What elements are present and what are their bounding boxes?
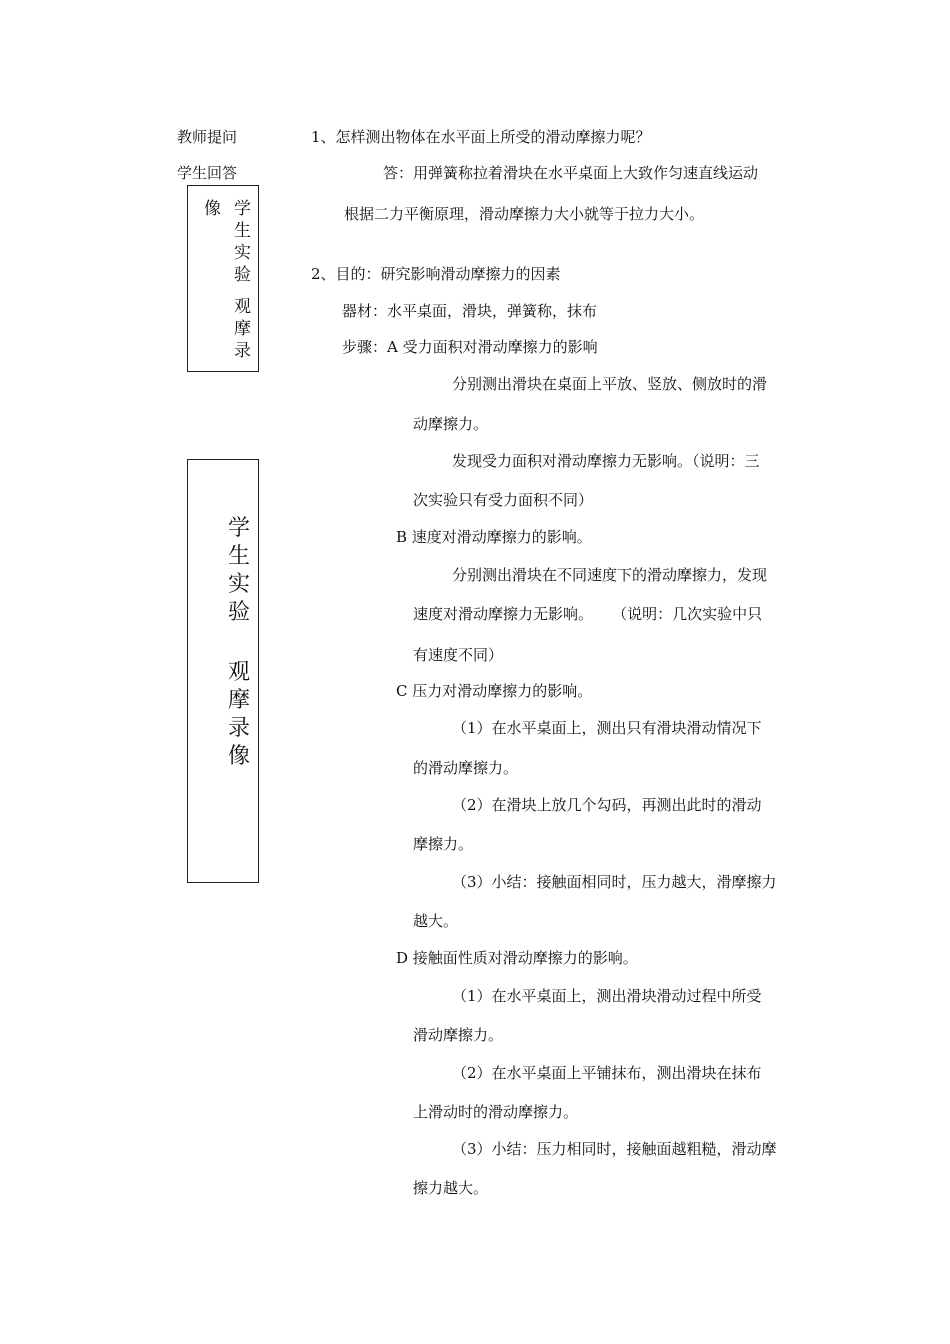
step-c-title: C 压力对滑动摩擦力的影响。: [396, 682, 593, 700]
box2-char: 生: [228, 544, 251, 569]
box1-char: 生: [234, 221, 251, 241]
side-box-1: [187, 185, 259, 372]
box1-char: 实: [234, 243, 251, 263]
label-teacher-ask: 教师提问: [177, 128, 238, 146]
box1-char: 验: [234, 265, 251, 285]
step-d-text: 擦力越大。: [413, 1179, 489, 1197]
answer-1-line-1: 答：用弹簧称拉着滑块在水平桌面上大致作匀速直线运动: [383, 164, 759, 182]
box2-char: 实: [228, 572, 251, 597]
step-a-text: 分别测出滑块在桌面上平放、竖放、侧放时的滑: [452, 375, 768, 393]
box2-char: 录: [228, 716, 251, 741]
step-a-text: 发现受力面积对滑动摩擦力无影响。（说明：三: [452, 452, 760, 470]
step-c-text: 摩擦力。: [413, 835, 474, 853]
step-c-text: （2）在滑块上放几个勾码，再测出此时的滑动: [452, 796, 762, 814]
box1-char-left: 像: [204, 199, 221, 219]
box2-char: 像: [228, 744, 251, 769]
box1-char: 学: [234, 199, 251, 219]
step-d-text: （1）在水平桌面上，测出滑块滑动过程中所受: [452, 987, 762, 1005]
step-c-text: 越大。: [413, 912, 459, 930]
box1-char: 录: [234, 341, 251, 361]
side-box-2: [187, 459, 259, 883]
step-d-text: （2）在水平桌面上平铺抹布，测出滑块在抹布: [452, 1064, 762, 1082]
question-2: 2、目的：研究影响滑动摩擦力的因素: [311, 265, 561, 283]
equipment-line: 器材：水平桌面，滑块，弹簧称，抹布: [342, 302, 598, 320]
step-b-text: 有速度不同）: [413, 646, 504, 664]
step-c-text: （1）在水平桌面上，测出只有滑块滑动情况下: [452, 719, 762, 737]
step-b-text: 分别测出滑块在不同速度下的滑动摩擦力，发现: [452, 566, 768, 584]
answer-1-line-2: 根据二力平衡原理，滑动摩擦力大小就等于拉力大小。: [344, 205, 705, 223]
step-d-text: 滑动摩擦力。: [413, 1026, 504, 1044]
box2-char: 学: [228, 516, 251, 541]
step-a-text: 动摩擦力。: [413, 415, 489, 433]
step-c-text: （3）小结：接触面相同时，压力越大，滑摩擦力: [452, 873, 777, 891]
box2-char: 摩: [228, 688, 251, 713]
step-d-title: D 接触面性质对滑动摩擦力的影响。: [396, 949, 638, 967]
step-c-text: 的滑动摩擦力。: [413, 759, 519, 777]
step-b-title: B 速度对滑动摩擦力的影响。: [396, 528, 592, 546]
step-a-text: 次实验只有受力面积不同）: [413, 491, 594, 509]
label-student-answer: 学生回答: [177, 164, 238, 182]
question-1: 1、怎样测出物体在水平面上所受的滑动摩擦力呢？: [311, 128, 651, 146]
box2-char: 观: [228, 660, 251, 685]
box2-char: 验: [228, 600, 251, 625]
box1-char: 观: [234, 297, 251, 317]
steps-a-title: 步骤：A 受力面积对滑动摩擦力的影响: [342, 338, 598, 356]
box1-char: 摩: [234, 319, 251, 339]
step-d-text: （3）小结：压力相同时，接触面越粗糙，滑动摩: [452, 1140, 777, 1158]
step-b-text: 速度对滑动摩擦力无影响。 （说明：几次实验中只: [413, 605, 763, 623]
step-d-text: 上滑动时的滑动摩擦力。: [413, 1103, 579, 1121]
